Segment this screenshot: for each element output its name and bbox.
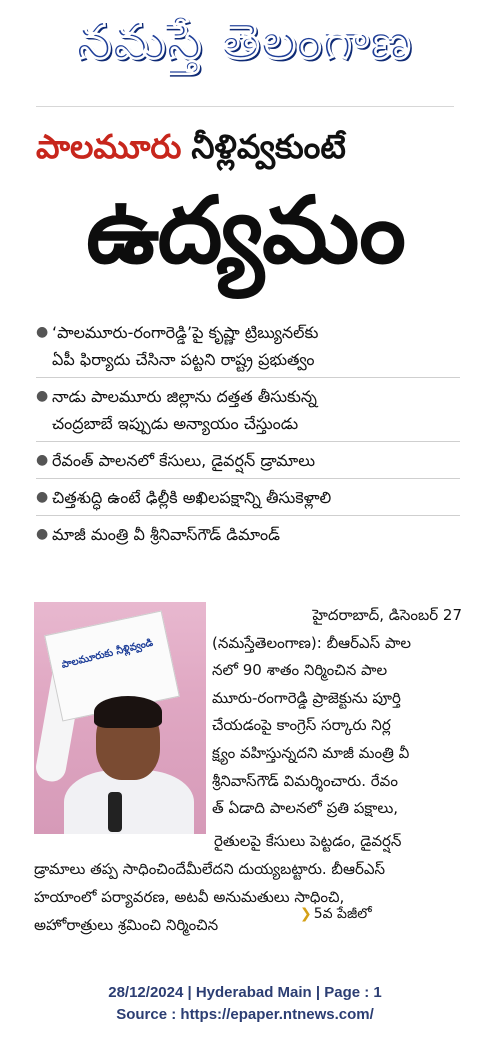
article-line: రైతులపై కేసులు పెట్టడం, డైవర్షన్ (214, 832, 402, 850)
list-item (36, 479, 460, 516)
article-line: త్ ఏడాది పాలనలో ప్రతి పక్షాలు, (212, 799, 399, 818)
article-line: క్ష్యం వహిస్తున్నదని మాజీ మంత్రి వీ (212, 743, 410, 762)
article-line: చేయడంపై కాంగ్రెస్ సర్కారు నిర్ల (212, 716, 391, 735)
bullet-icon: ● (36, 489, 49, 505)
bullet-text: ‘పాలమూరు-రంగారెడ్డి’పై కృష్ణా ట్రిబ్యునల్‌కు ఏపీ ఫిర్యాదు చేసినా పట్టని రాష్ట్ర ప్రభుత్వం (52, 323, 319, 369)
article-photo (34, 602, 206, 834)
footer-source[interactable]: Source : https://epaper.ntnews.com/ (116, 1006, 374, 1023)
headline-top (36, 120, 456, 180)
article-line: హయాంలో పర్యావరణ, అటవీ అనుమతులు సాధించి, (34, 888, 345, 906)
bullet-icon: ● (36, 452, 49, 468)
bullet-icon: ● (36, 526, 49, 542)
placard-text: పాలమూరుకు నీళ్లివ్వండి (60, 637, 155, 671)
bullet-icon: ● (36, 324, 49, 340)
list-item (36, 378, 460, 442)
bullet-text: మాజీ మంత్రి వీ శ్రీనివాస్‌గౌడ్ డిమాండ్ (52, 525, 280, 544)
headline-part1: పాలమూరు (36, 126, 182, 166)
photo-hair (94, 696, 162, 728)
continued-label: 5వ పేజీలో (313, 906, 372, 922)
article-line: మూరు-రంగారెడ్డి ప్రాజెక్టును పూర్తి (212, 688, 401, 707)
article-line: అహోరాత్రులు శ్రమించి నిర్మించిన (34, 916, 219, 934)
article-line: హైదరాబాద్, డిసెంబర్ 27 (312, 606, 462, 624)
list-item (36, 516, 460, 552)
article-line: శ్రీనివాస్‌గౌడ్ విమర్శించారు. రేవం (212, 771, 398, 790)
bullet-icon: ● (36, 388, 49, 404)
bullet-list (36, 314, 460, 552)
bullet-text: రేవంత్ పాలనలో కేసులు, డైవర్షన్ డ్రామాలు (52, 451, 316, 470)
list-item (36, 314, 460, 378)
headline-part2: నీళ్లివ్వకుంటే (191, 126, 346, 166)
list-item (36, 442, 460, 479)
article-line: (నమస్తేతెలంగాణ): బీఆర్‌ఎస్ పాల (212, 633, 412, 652)
masthead-title: నమస్తే తెలంగాణ (76, 11, 412, 70)
bullet-text: నాడు పాలమూరు జిల్లాను దత్తత తీసుకున్న చంద్రబాబే ఇప్పుడు అన్యాయం చేస్తుండు (52, 387, 317, 433)
page-footer (0, 982, 490, 1026)
bullet-text: చిత్తశుద్ధి ఉంటే ఢిల్లీకి అఖిలపక్షాన్ని తీసుకెళ్లాలి (52, 488, 332, 507)
article-line: డ్రామాలు తప్ప సాధించిందేమీలేదని దుయ్యబట్టారు. బీఆర్‌ఎస్ (34, 860, 386, 878)
photo-microphone (108, 792, 122, 832)
divider (36, 106, 454, 107)
article-body-column (212, 602, 462, 823)
chevron-right-icon: ❯ (300, 906, 312, 922)
footer-date-edition: 28/12/2024 | Hyderabad Main | Page : 1 (108, 984, 382, 1001)
article-line: నలో 90 శాతం నిర్మించిన పాల (212, 661, 388, 680)
masthead (20, 2, 468, 92)
article-body-full (34, 827, 462, 939)
headline-main: ఉద్యమం (86, 177, 404, 284)
continued-link[interactable] (300, 906, 372, 925)
